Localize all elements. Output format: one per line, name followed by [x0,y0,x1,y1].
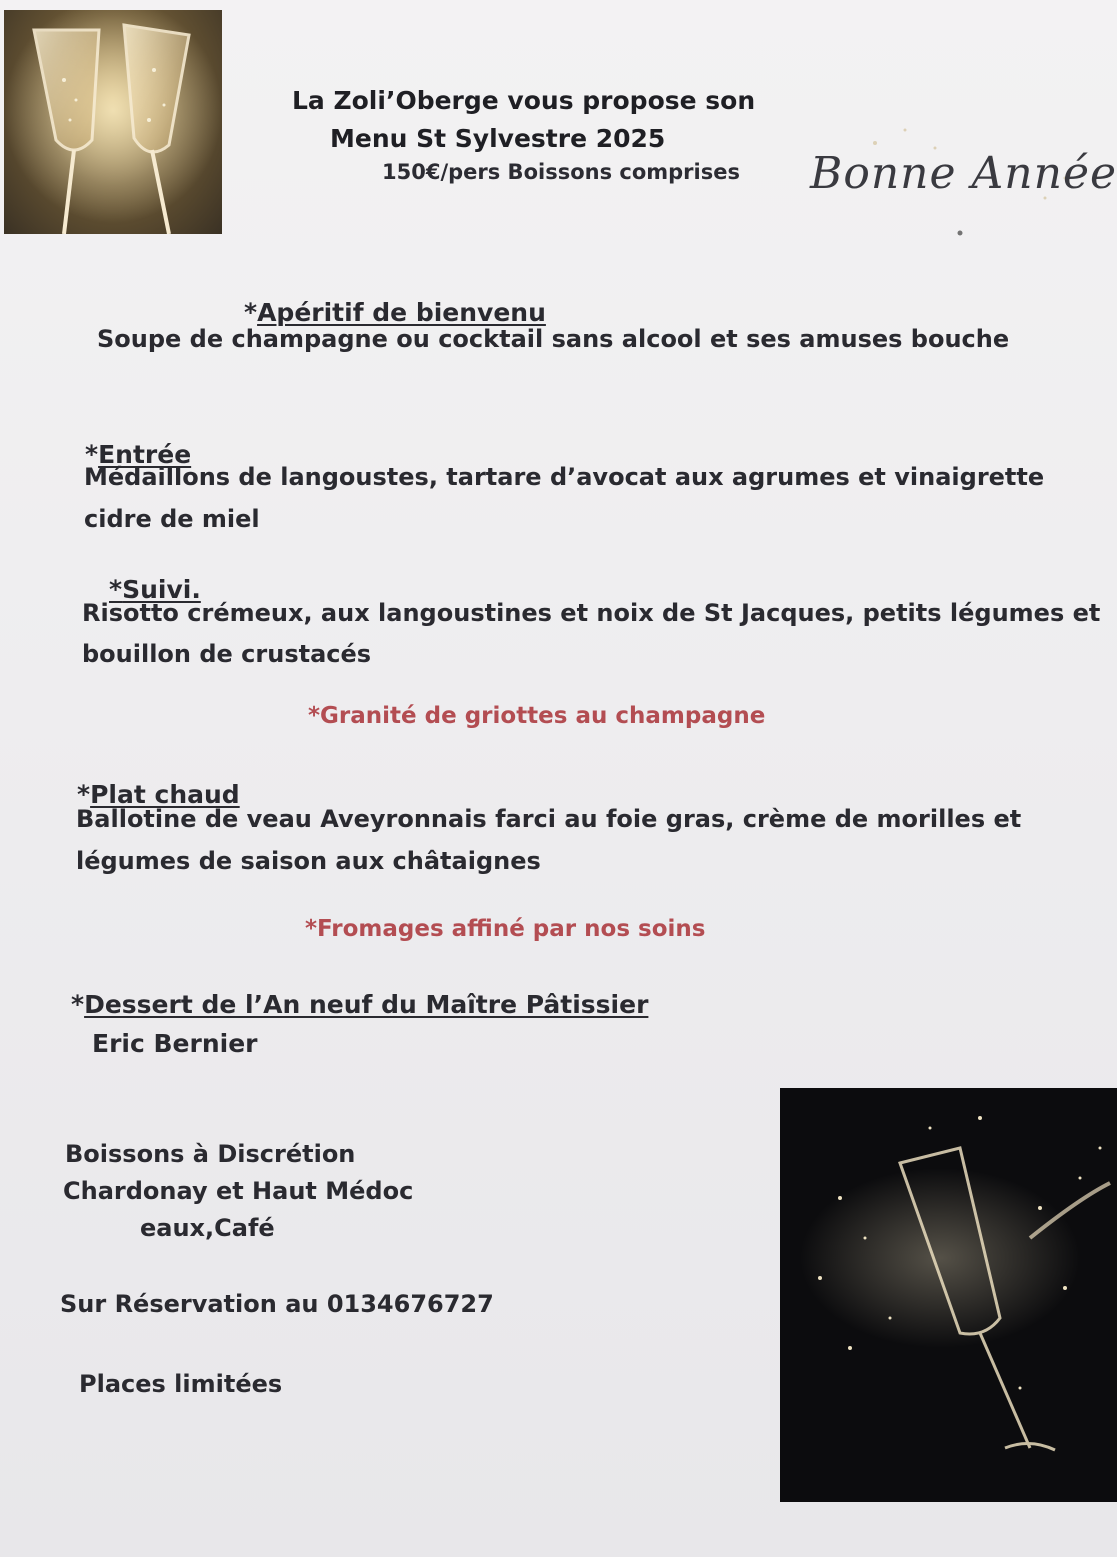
suivi-star: * [109,575,123,604]
aperitif-heading [244,298,546,328]
reservation-line: Sur Réservation au 0134676727 [60,1290,494,1318]
aperitif-title: Apéritif de bienvenu [257,298,546,327]
bonne-annee-text: Bonne Année [810,148,1117,199]
suivi-description-line-1: Risotto crémeux, aux langoustines et noix de St Jacques, petits légumes et [82,599,1101,627]
entree-title: Entrée [98,440,192,469]
header-line-1: La Zoli’Oberge vous propose son [292,86,756,115]
plat-description-line-1: Ballotine de veau Aveyronnais farci au foie gras, crème de morilles et [76,805,1022,833]
menu-title: Menu St Sylvestre 2025 [330,124,666,153]
entree-star: * [85,440,99,469]
champagne-splash-image [780,1088,1117,1502]
suivi-description-line-2: bouillon de crustacés [82,640,372,668]
dessert-title: Dessert de l’An neuf du Maître Pâtissier [84,990,649,1019]
plat-title: Plat chaud [90,780,240,809]
bonne-annee-decoration [805,118,1117,248]
dessert-heading [71,990,648,1020]
aperitif-star: * [244,298,258,327]
plat-description-line-2: légumes de saison aux châtaignes [76,847,541,875]
aperitif-description: Soupe de champagne ou cocktail sans alcool et ses amuses bouche [97,325,1010,353]
drinks-line-2: Chardonay et Haut Médoc [63,1177,414,1205]
drinks-line-1: Boissons à Discrétion [65,1140,356,1168]
champagne-toast-image [4,10,222,234]
fromages-course: *Fromages affiné par nos soins [305,916,706,942]
plat-star: * [77,780,91,809]
entree-description-line-2: cidre de miel [84,505,260,533]
dessert-star: * [71,990,85,1019]
granite-course: *Granité de griottes au champagne [308,703,766,729]
dessert-chef: Eric Bernier [92,1029,258,1058]
entree-description-line-1: Médaillons de langoustes, tartare d’avocat aux agrumes et vinaigrette [84,463,1045,491]
drinks-line-3: eaux,Café [140,1214,275,1242]
suivi-title: Suivi. [122,575,201,604]
price-line: 150€/pers Boissons comprises [382,160,740,184]
places-limitees: Places limitées [79,1370,283,1398]
